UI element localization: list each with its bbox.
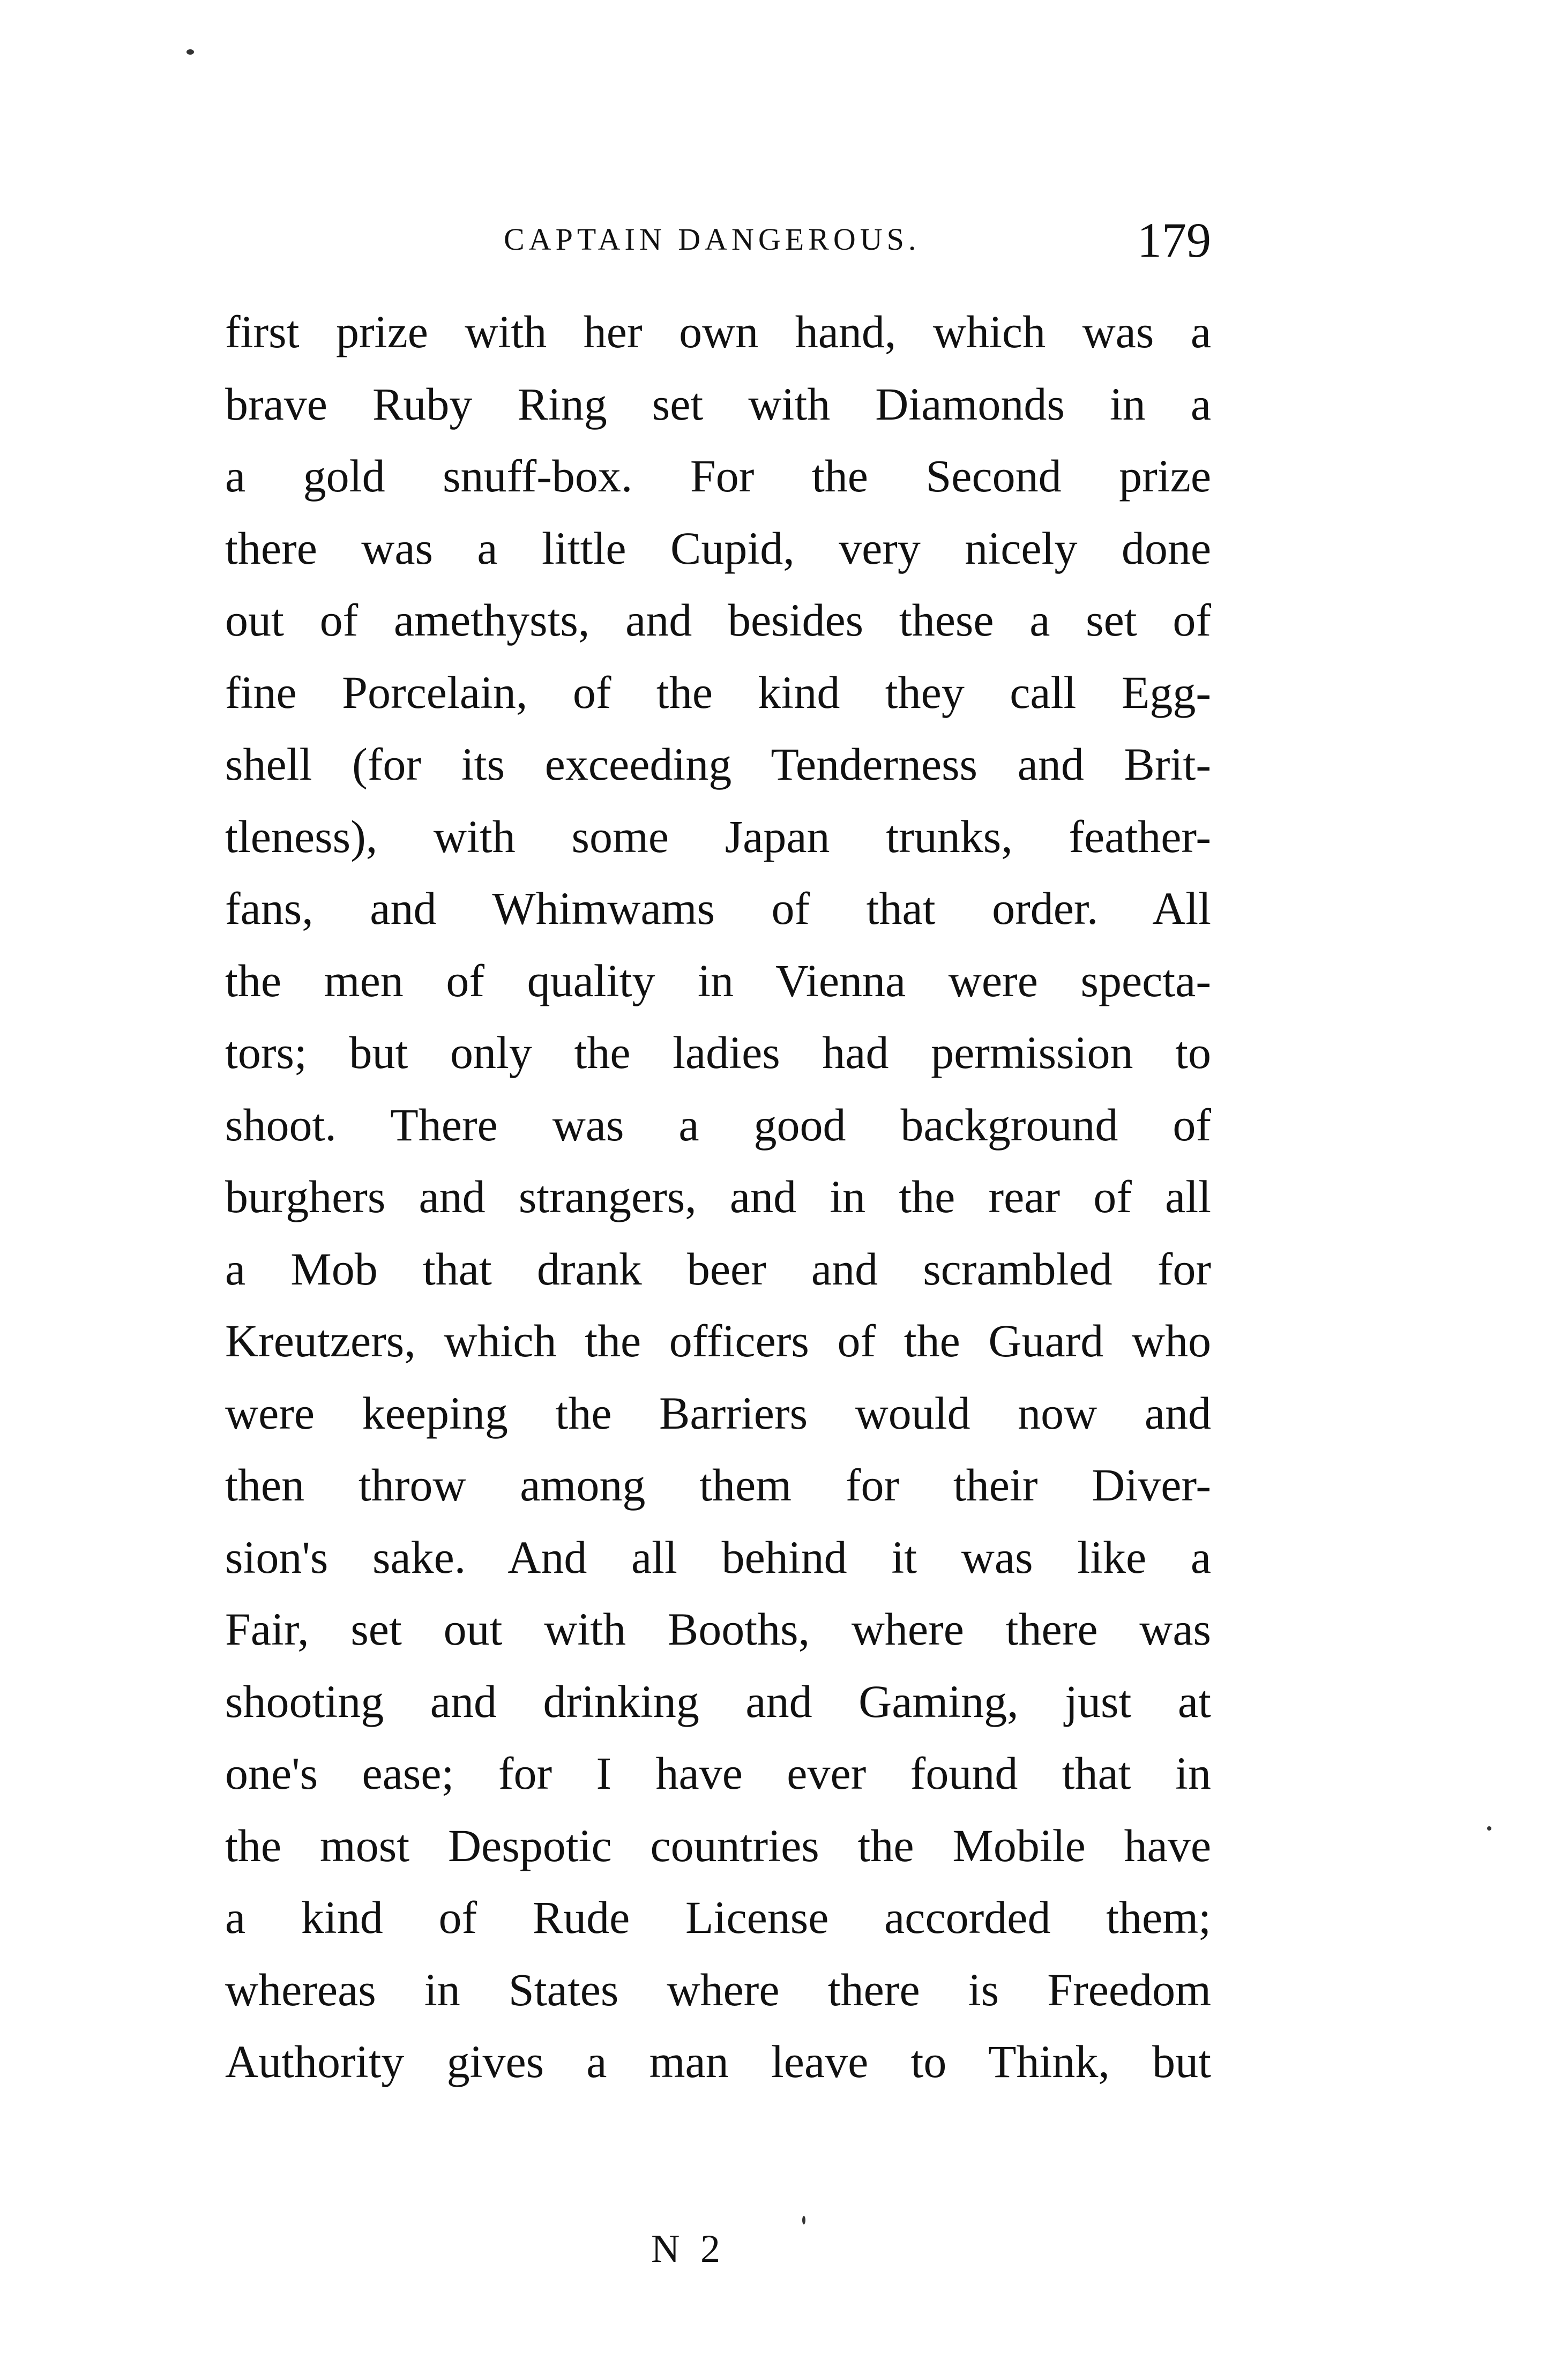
text-line: tors; but only the ladies had permission to [225,1027,1211,1078]
text-line: a kind of Rude License accorded them; [225,1892,1211,1943]
text-line: out of amethysts, and besides these a set of [225,594,1211,646]
text-line: shoot. There was a good background of [225,1099,1211,1151]
text-line: first prize with her own hand, which was a [225,306,1211,357]
running-head: CAPTAIN DANGEROUS. [504,222,921,257]
text-line: shooting and drinking and Gaming, just at [225,1675,1211,1727]
text-line: sion's sake. And all behind it was like a [225,1531,1211,1583]
text-line: fine Porcelain, of the kind they call Egg- [225,666,1211,718]
text-line: the men of quality in Vienna were specta- [225,954,1211,1006]
text-line: Kreutzers, which the officers of the Guard who [225,1315,1211,1366]
text-line: brave Ruby Ring set with Diamonds in a [225,378,1211,430]
page-header [225,212,1211,271]
text-line: Authority gives a man leave to Think, but [225,2036,1211,2087]
text-line: the most Despotic countries the Mobile have [225,1819,1211,1871]
text-line: then throw among them for their Diver- [225,1459,1211,1511]
ink-speck [1487,1826,1491,1831]
page-number: 179 [1137,213,1211,267]
text-line: tleness), with some Japan trunks, feather- [225,810,1211,862]
ink-speck [802,2216,805,2224]
text-line: whereas in States where there is Freedom [225,1963,1211,2015]
signature-mark: N 2 [651,2227,726,2271]
text-line: a gold snuff-box. For the Second prize [225,450,1211,502]
text-line: fans, and Whimwams of that order. All [225,883,1211,934]
text-line: shell (for its exceeding Tenderness and Brit- [225,738,1211,790]
text-line: a Mob that drank beer and scrambled for [225,1243,1211,1295]
text-line: there was a little Cupid, very nicely done [225,522,1211,574]
text-line: one's ease; for I have ever found that in [225,1747,1211,1799]
text-line: Fair, set out with Booths, where there was [225,1603,1211,1655]
text-line: burghers and strangers, and in the rear of all [225,1171,1211,1222]
body-text [225,296,1211,2098]
ink-speck [186,49,194,55]
text-line: were keeping the Barriers would now and [225,1387,1211,1439]
